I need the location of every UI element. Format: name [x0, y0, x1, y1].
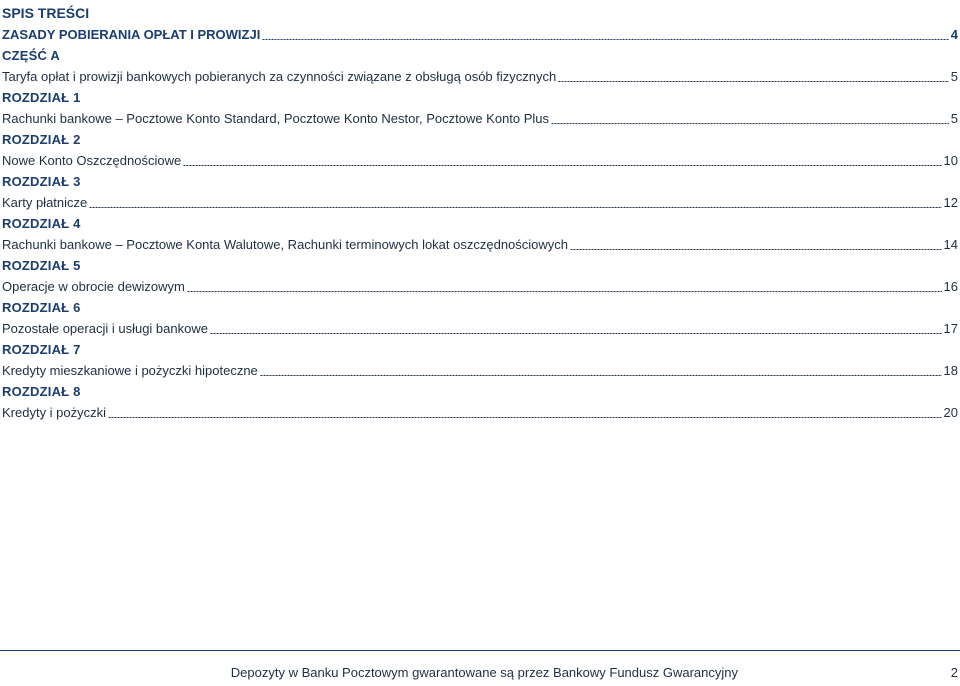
toc-entry-page: 20 [943, 405, 958, 420]
toc-entry-chapter-2[interactable] [2, 150, 958, 171]
toc-entry-zasady[interactable] [2, 24, 958, 45]
toc-entry-page: 18 [943, 363, 958, 378]
toc-title: SPIS TREŚCI [2, 5, 90, 21]
chapter-heading: ROZDZIAŁ 3 [2, 174, 81, 189]
toc-entry-part-a[interactable] [2, 66, 958, 87]
page-number: 2 [950, 665, 958, 680]
toc-entry-chapter-5[interactable] [2, 276, 958, 297]
table-of-contents [2, 0, 958, 423]
chapter-heading: ROZDZIAŁ 7 [2, 342, 81, 357]
toc-entry-label: Rachunki bankowe – Pocztowe Konta Walutowe, Rachunki terminowych lokat oszczędnościowych [2, 237, 569, 252]
chapter-heading: ROZDZIAŁ 5 [2, 258, 81, 273]
dot-leader [260, 375, 942, 376]
toc-entry-label: ZASADY POBIERANIA OPŁAT I PROWIZJI [2, 27, 261, 42]
toc-entry-label: Taryfa opłat i prowizji bankowych pobieranych za czynności związane z obsługą osób fizycznych [2, 69, 557, 84]
chapter-heading: ROZDZIAŁ 1 [2, 90, 81, 105]
toc-entry-label: Pozostałe operacji i usługi bankowe [2, 321, 208, 336]
toc-entry-chapter-8[interactable] [2, 402, 958, 423]
dot-leader [183, 165, 941, 166]
dot-leader [551, 123, 949, 124]
chapter-heading: ROZDZIAŁ 2 [2, 132, 81, 147]
toc-entry-chapter-7[interactable] [2, 360, 958, 381]
dot-leader [187, 291, 942, 292]
toc-entry-page: 4 [950, 27, 958, 42]
chapter-heading: ROZDZIAŁ 8 [2, 384, 81, 399]
toc-entry-page: 17 [943, 321, 958, 336]
footer-divider [0, 650, 960, 651]
toc-entry-chapter-4[interactable] [2, 234, 958, 255]
toc-entry-page: 14 [943, 237, 958, 252]
dot-leader [89, 207, 941, 208]
toc-entry-chapter-6[interactable] [2, 318, 958, 339]
part-heading: CZĘŚĆ A [2, 48, 60, 63]
dot-leader [262, 39, 948, 40]
toc-entry-label: Kredyty i pożyczki [2, 405, 107, 420]
toc-entry-label: Karty płatnicze [2, 195, 88, 210]
toc-entry-page: 12 [943, 195, 958, 210]
dot-leader [210, 333, 942, 334]
toc-entry-page: 16 [943, 279, 958, 294]
toc-entry-page: 5 [950, 69, 958, 84]
toc-entry-label: Operacje w obrocie dewizowym [2, 279, 185, 294]
page-footer [0, 662, 960, 684]
footer-text: Depozyty w Banku Pocztowym gwarantowane są przez Bankowy Fundusz Gwarancyjny [230, 665, 738, 680]
chapter-heading: ROZDZIAŁ 6 [2, 300, 81, 315]
toc-entry-page: 10 [943, 153, 958, 168]
toc-entry-chapter-1[interactable] [2, 108, 958, 129]
toc-entry-label: Rachunki bankowe – Pocztowe Konto Standard, Pocztowe Konto Nestor, Pocztowe Konto Plus [2, 111, 550, 126]
chapter-heading: ROZDZIAŁ 4 [2, 216, 81, 231]
toc-entry-chapter-3[interactable] [2, 192, 958, 213]
toc-entry-label: Kredyty mieszkaniowe i pożyczki hipoteczne [2, 363, 258, 378]
dot-leader [570, 249, 942, 250]
dot-leader [108, 417, 941, 418]
toc-entry-page: 5 [950, 111, 958, 126]
dot-leader [558, 81, 949, 82]
toc-entry-label: Nowe Konto Oszczędnościowe [2, 153, 182, 168]
